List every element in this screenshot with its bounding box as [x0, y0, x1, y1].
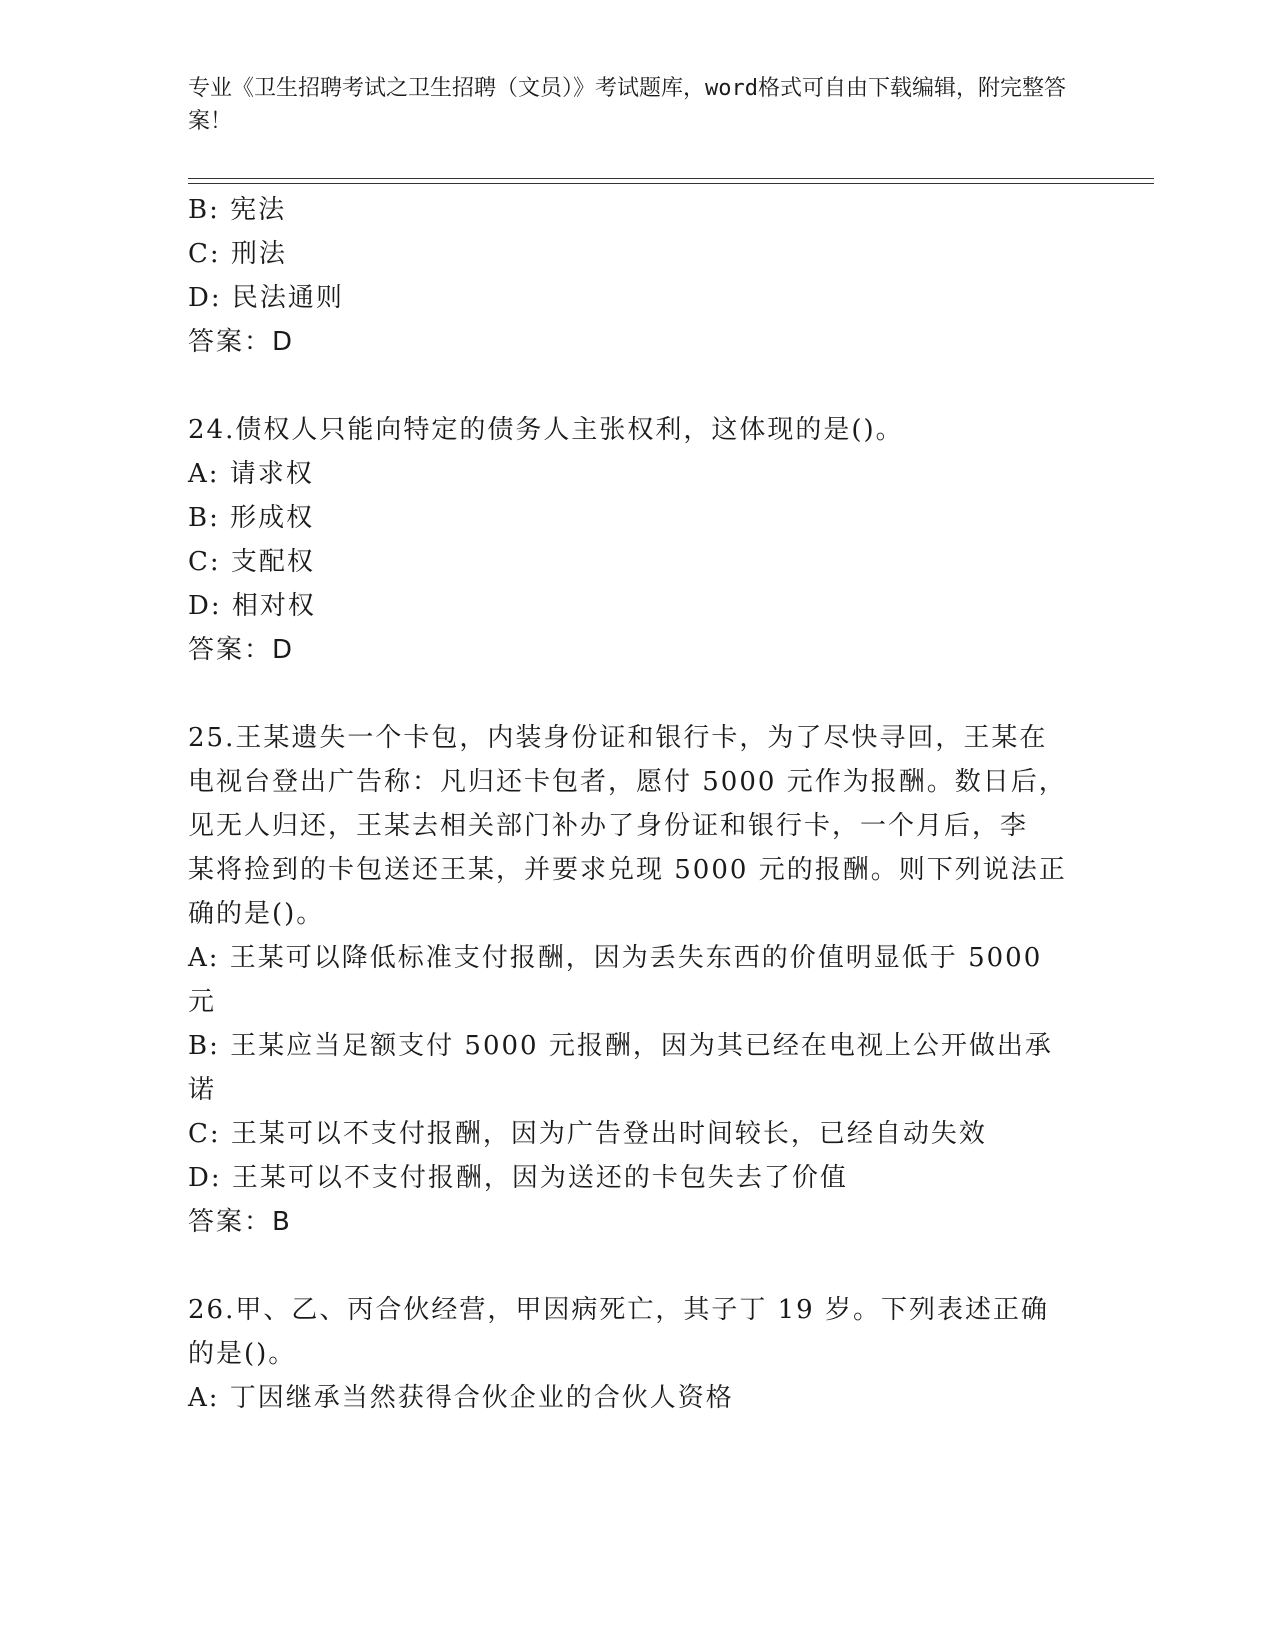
option-line: C: 刑法	[188, 239, 287, 269]
option-line: A: 王某可以降低标准支付报酬，因为丢失东西的价值明显低于 5000	[188, 943, 1043, 973]
answer-line: 答案：D	[188, 635, 295, 665]
header-divider-top	[188, 178, 1154, 179]
option-line: C: 王某可以不支付报酬，因为广告登出时间较长，已经自动失效	[188, 1119, 987, 1149]
question-stem: 24.债权人只能向特定的债务人主张权利，这体现的是()。	[188, 415, 904, 445]
option-line: D: 王某可以不支付报酬，因为送还的卡包失去了价值	[188, 1163, 848, 1193]
option-line: C: 支配权	[188, 547, 315, 577]
question-stem: 确的是()。	[188, 899, 325, 929]
question-stem: 某将捡到的卡包送还王某，并要求兑现 5000 元的报酬。则下列说法正	[188, 855, 1067, 885]
option-line: B: 形成权	[188, 503, 315, 533]
question-stem: 25.王某遗失一个卡包，内装身份证和银行卡，为了尽快寻回，王某在	[188, 723, 1048, 753]
option-line: 元	[188, 987, 217, 1017]
option-line: B: 宪法	[188, 195, 287, 225]
question-stem: 电视台登出广告称：凡归还卡包者，愿付 5000 元作为报酬。数日后，	[188, 767, 1067, 797]
option-line: 诺	[188, 1075, 217, 1105]
answer-line: 答案：D	[188, 327, 295, 357]
option-line: B: 王某应当足额支付 5000 元报酬，因为其已经在电视上公开做出承	[188, 1031, 1053, 1061]
option-line: D: 民法通则	[188, 283, 344, 313]
option-line: A: 丁因继承当然获得合伙企业的合伙人资格	[188, 1383, 734, 1413]
question-stem: 见无人归还，王某去相关部门补办了身份证和银行卡，一个月后，李	[188, 811, 1029, 841]
document-header: 专业《卫生招聘考试之卫生招聘（文员）》考试题库，word格式可自由下载编辑，附完整答案！	[188, 76, 1066, 134]
option-line: A: 请求权	[188, 459, 314, 489]
question-stem: 的是()。	[188, 1339, 297, 1369]
question-stem: 26.甲、乙、丙合伙经营，甲因病死亡，其子丁 19 岁。下列表述正确	[188, 1295, 1049, 1325]
option-line: D: 相对权	[188, 591, 316, 621]
header-divider-bottom	[188, 183, 1154, 184]
answer-line: 答案：B	[188, 1207, 292, 1237]
